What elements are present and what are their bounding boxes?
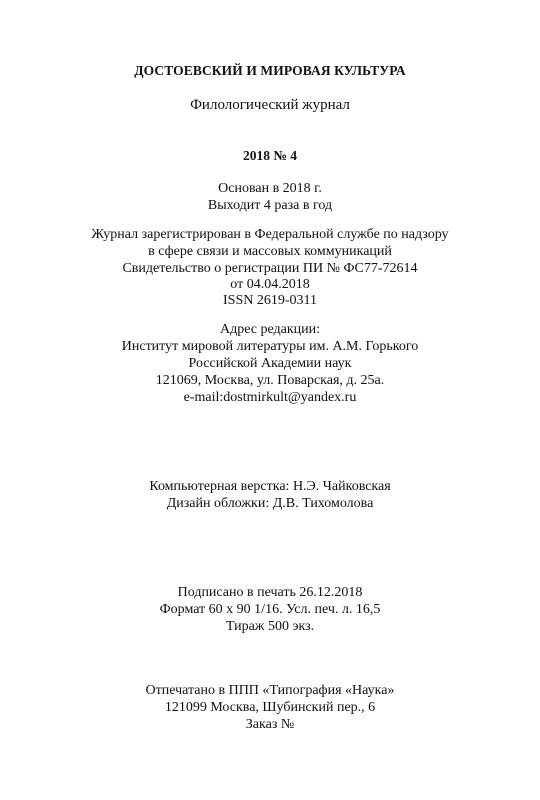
print-format: Формат 60 х 90 1/16. Усл. печ. л. 16,5	[159, 602, 381, 617]
journal-subtitle: Филологический журнал	[190, 97, 350, 113]
address-line-2: Российской Академии наук	[188, 356, 352, 371]
registration-line-3: Свидетельство о регистрации ПИ № ФС77-72614	[122, 261, 418, 276]
printer-line-2: 121099 Москва, Шубинский пер., 6	[164, 700, 376, 715]
layout-credit: Компьютерная верстка: Н.Э. Чайковская	[149, 479, 391, 494]
circulation: Тираж 500 экз.	[225, 619, 315, 634]
order-number: Заказ №	[245, 717, 295, 732]
printer-line-1: Отпечатано в ППП «Типография «Наука»	[145, 683, 395, 698]
frequency-text: Выходит 4 раза в год	[207, 198, 333, 213]
editorial-email: e-mail:dostmirkult@yandex.ru	[183, 390, 357, 405]
issue-number: 2018 № 4	[242, 148, 298, 163]
registration-line-2: в сфере связи и массовых коммуникаций	[148, 244, 392, 259]
address-heading: Адрес редакции:	[219, 322, 321, 337]
cover-credit: Дизайн обложки: Д.В. Тихомолова	[166, 496, 374, 511]
issn: ISSN 2619-0311	[223, 293, 317, 308]
registration-line-1: Журнал зарегистрирован в Федеральной службе по надзору	[91, 227, 449, 242]
founded-text: Основан в 2018 г.	[218, 181, 322, 196]
registration-date: от 04.04.2018	[230, 277, 310, 292]
signed-for-print: Подписано в печать 26.12.2018	[177, 585, 363, 600]
journal-title: ДОСТОЕВСКИЙ И МИРОВАЯ КУЛЬТУРА	[134, 63, 406, 78]
address-line-3: 121069, Москва, ул. Поварская, д. 25а.	[155, 373, 385, 388]
address-line-1: Институт мировой литературы им. А.М. Горького	[121, 339, 419, 354]
